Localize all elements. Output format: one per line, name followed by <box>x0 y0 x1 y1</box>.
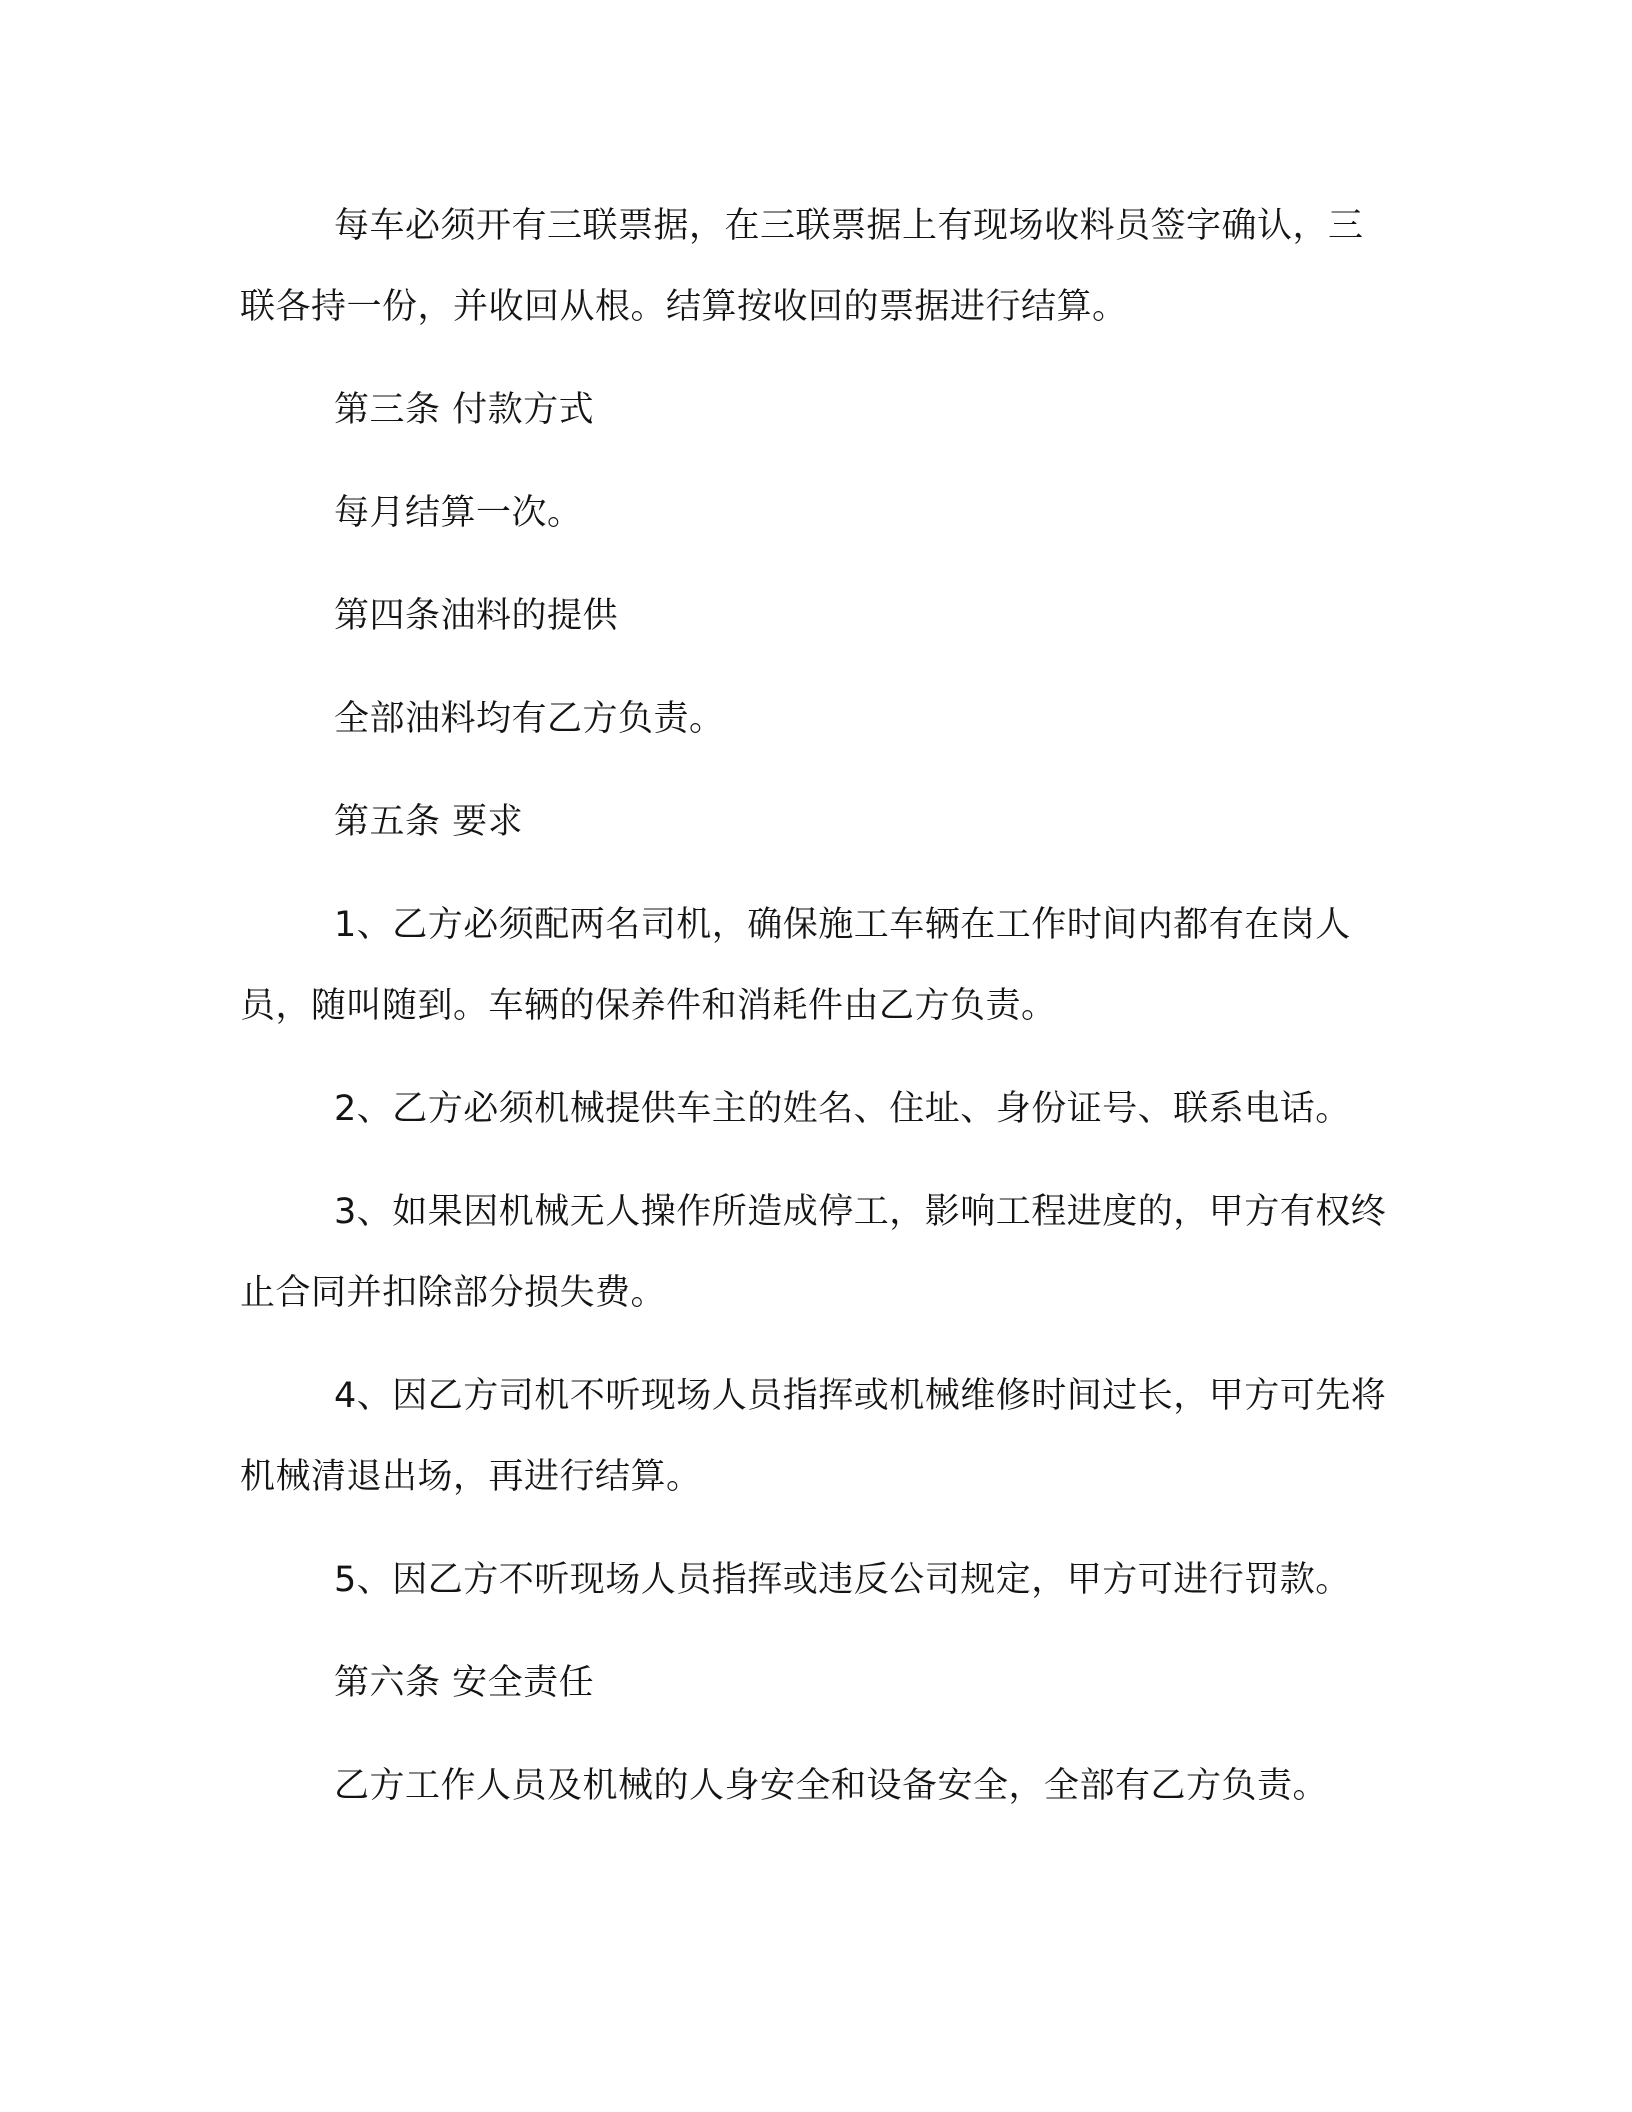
heading-article-4: 第四条油料的提供 <box>334 596 619 636</box>
paragraph-requirement-4: 4、因乙方司机不听现场人员指挥或机械维修时间过长，甲方可先将机械清退出场，再进行结算。 <box>240 1376 1387 1497</box>
paragraph-fuel: 全部油料均有乙方负责。 <box>334 699 725 739</box>
heading-article-5: 第五条 要求 <box>334 802 524 842</box>
paragraph-requirement-5: 5、因乙方不听现场人员指挥或违反公司规定，甲方可进行罚款。 <box>334 1560 1351 1600</box>
paragraph-requirement-2: 2、乙方必须机械提供车主的姓名、住址、身份证号、联系电话。 <box>334 1089 1351 1129</box>
paragraph-requirement-3: 3、如果因机械无人操作所造成停工，影响工程进度的，甲方有权终止合同并扣除部分损失费。 <box>240 1192 1387 1313</box>
paragraph-safety: 乙方工作人员及机械的人身安全和设备安全，全部有乙方负责。 <box>334 1766 1329 1806</box>
paragraph-monthly-settlement: 每月结算一次。 <box>334 493 583 533</box>
heading-article-6: 第六条 安全责任 <box>334 1663 595 1703</box>
heading-article-3: 第三条 付款方式 <box>334 390 595 430</box>
paragraph-requirement-1: 1、乙方必须配两名司机，确保施工车辆在工作时间内都有在岗人员，随叫随到。车辆的保养件和消耗件由乙方负责。 <box>240 905 1351 1026</box>
paragraph-receipts: 每车必须开有三联票据，在三联票据上有现场收料员签字确认，三联各持一份，并收回从根。结算按收回的票据进行结算。 <box>240 206 1364 327</box>
document-body <box>240 186 1390 1849</box>
